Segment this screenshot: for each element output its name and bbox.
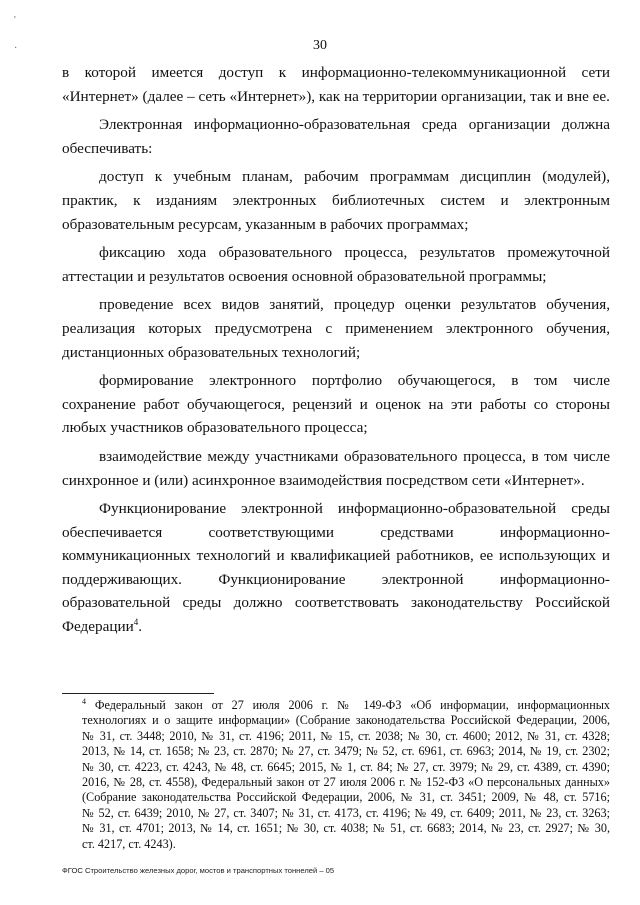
footnote-line: (Собрание законодательства Российской Федерации, 2006, № 31, ст. 3451; 2009, № 48, ст. 5716;: [82, 790, 610, 805]
text-line: дистанционных образовательных технологий;: [62, 343, 361, 361]
text-line: образовательным ресурсам, указанным в рабочих программах;: [62, 215, 469, 233]
text-line: образовательной среды должно соответствовать законодательству Российской: [62, 594, 610, 612]
text-line: поддерживающих. Функционирование электронной информационно-: [62, 570, 610, 588]
text-line: Электронная информационно-образовательная среда организации должна: [99, 116, 610, 134]
margin-mark-top: ': [14, 15, 16, 26]
footnote-line: № 30, ст. 4223, ст. 4243, № 48, ст. 6645; 2015, № 1, ст. 84; № 27, ст. 3979; № 29, ст. 4389, ст. 4390;: [82, 759, 610, 774]
text-line: сохранение работ обучающегося, рецензий и оценок на эти работы со стороны: [62, 395, 610, 413]
paragraph: [62, 165, 610, 236]
page-number: 30: [313, 38, 327, 53]
paragraph: [62, 113, 610, 160]
footnote-number: 4: [82, 696, 86, 706]
paragraph: [62, 241, 610, 288]
text-line: практик, к изданиям электронных библиотечных систем и электронным: [62, 191, 610, 209]
footnote: [62, 698, 610, 852]
text-line: фиксацию хода образовательного процесса, результатов промежуточной: [99, 244, 610, 262]
text-line: проведение всех видов занятий, процедур оценки результатов обучения,: [99, 296, 610, 314]
text-line: коммуникационных технологий и квалификацией работников, ее использующих и: [62, 547, 610, 565]
footnote-reference[interactable]: 4: [133, 617, 139, 627]
footnote-line: [62, 698, 610, 713]
text-line: обеспечивается соответствующими средствами информационно-: [62, 523, 610, 541]
text-line: «Интернет» (далее – сеть «Интернет»), как на территории организации, так и вне ее.: [62, 87, 610, 105]
text-line-with-ref: [62, 615, 610, 639]
document-footer: ФГОС Строительство железных дорог, мостов и транспортных тоннелей – 05: [62, 866, 335, 875]
text-line: любых участников образовательного процесса;: [62, 419, 368, 437]
paragraph: [62, 497, 610, 639]
text-line: синхронное и (или) асинхронное взаимодействия посредством сети «Интернет».: [62, 471, 585, 489]
footnote-text: Федеральный закон от 27 июля 2006 г. № 149-ФЗ «Об информации, информационных: [94, 698, 611, 712]
text-fragment: Федерации: [62, 618, 134, 636]
footnote-line: ст. 4217, ст. 4243).: [82, 836, 176, 851]
text-line: Функционирование электронной информационно-образовательной среды: [99, 500, 610, 518]
margin-mark-dot: ·: [14, 43, 18, 54]
text-line: доступ к учебным планам, рабочим программам дисциплин (модулей),: [99, 168, 610, 186]
document-body: [62, 61, 610, 639]
text-line: аттестации и результатов освоения основной образовательной программы;: [62, 267, 547, 285]
footnote-separator: [62, 693, 214, 694]
text-line: обеспечивать:: [62, 139, 153, 157]
footnote-line: технологиях и о защите информации» (Собрание законодательства Российской Федерации, 2006,: [82, 713, 610, 728]
footnote-line: 2016, № 28, ст. 4558), Федеральный закон от 27 июля 2006 г. № 152-ФЗ «О персональных данных»: [82, 775, 610, 790]
paragraph: [62, 369, 610, 440]
text-line: формирование электронного портфолио обучающегося, в том числе: [99, 372, 610, 390]
paragraph: [62, 61, 610, 108]
paragraph: [62, 445, 610, 492]
footnote-line: № 31, ст. 4701; 2013, № 14, ст. 1651; № 30, ст. 4038; № 51, ст. 6683; 2014, № 23, ст. 2927; № 30,: [82, 821, 610, 836]
footnote-line: 2013, № 14, ст. 1658; № 23, ст. 2870; № 27, ст. 3479; № 52, ст. 6961, ст. 6963; 2014, № 19, ст. 2302;: [82, 744, 610, 759]
text-fragment: .: [138, 618, 143, 636]
text-line: взаимодействие между участниками образовательного процесса, в том числе: [99, 447, 610, 465]
paragraph: [62, 293, 610, 364]
footnote-line: № 31, ст. 3448; 2010, № 31, ст. 4196; 2011, № 15, ст. 2038; № 30, ст. 4600; 2012, № 31, ст. 4328;: [82, 728, 610, 743]
footnote-line: № 52, ст. 6439; 2010, № 27, ст. 3407; № 31, ст. 4173, ст. 4196; № 49, ст. 6409; 2011, № 23, ст. 3263;: [82, 805, 610, 820]
text-line: реализация которых предусмотрена с применением электронного обучения,: [62, 319, 610, 337]
text-line: в которой имеется доступ к информационно-телекоммуникационной сети: [62, 64, 610, 81]
